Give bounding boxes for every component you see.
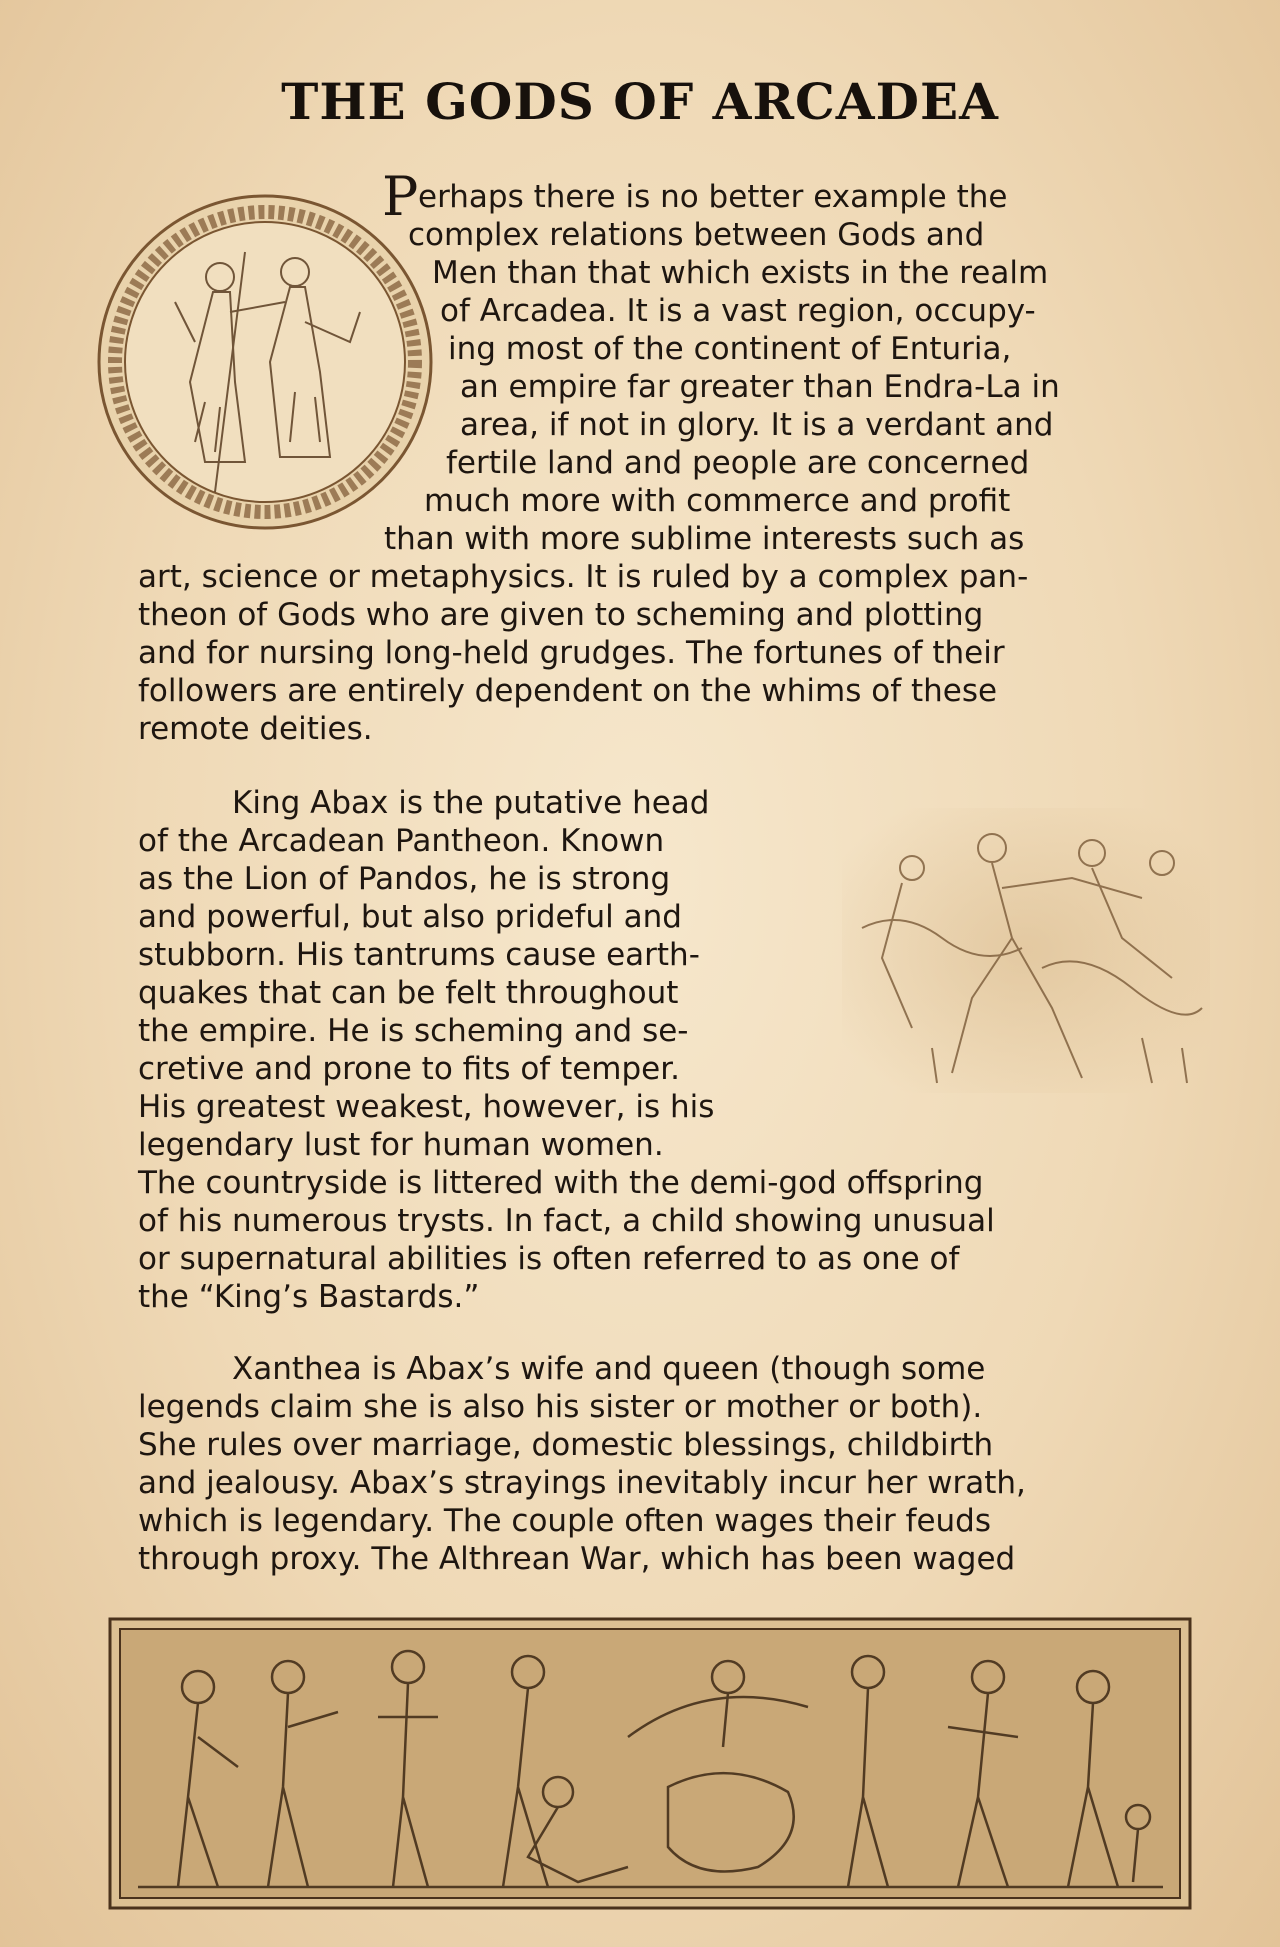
battle-scene-illustration: [842, 808, 1210, 1093]
text-line: as the Lion of Pandos, he is strong: [138, 861, 671, 897]
text-line: She rules over marriage, domestic blessings, childbirth: [138, 1427, 994, 1463]
text-line: area, if not in glory. It is a verdant and: [460, 407, 1054, 443]
text-line: ing most of the continent of Enturia,: [448, 331, 1012, 367]
text-line: of Arcadea. It is a vast region, occupy-: [440, 293, 1036, 329]
medallion-illustration: [95, 192, 435, 532]
text-line: much more with commerce and profit: [424, 483, 1011, 519]
text-line: followers are entirely dependent on the whims of these: [138, 673, 998, 709]
page-title: THE GODS OF ARCADEA: [281, 72, 999, 131]
text-line: legendary lust for human women.: [138, 1127, 664, 1163]
text-line: stubborn. His tantrums cause earth-: [138, 937, 700, 973]
text-line: cretive and prone to fits of temper.: [138, 1051, 681, 1087]
text-line: or supernatural abilities is often referred to as one of: [138, 1241, 960, 1277]
text-line: erhaps there is no better example the: [418, 179, 1008, 215]
text-line: which is legendary. The couple often wages their feuds: [138, 1503, 992, 1539]
text-line: complex relations between Gods and: [408, 217, 985, 253]
text-line: Men than that which exists in the realm: [432, 255, 1049, 291]
text-line: of the Arcadean Pantheon. Known: [138, 823, 665, 859]
text-line: and for nursing long-held grudges. The fortunes of their: [138, 635, 1005, 671]
text-line: King Abax is the putative head: [232, 785, 710, 821]
text-line: fertile land and people are concerned: [446, 445, 1030, 481]
text-line: legends claim she is also his sister or mother or both).: [138, 1389, 983, 1425]
frieze-illustration: [108, 1617, 1192, 1910]
text-line: of his numerous trysts. In fact, a child showing unusual: [138, 1203, 995, 1239]
text-line: remote deities.: [138, 711, 373, 747]
text-line: through proxy. The Althrean War, which has been waged: [138, 1541, 1016, 1577]
text-line: art, science or metaphysics. It is ruled by a complex pan-: [138, 559, 1029, 595]
text-line: and powerful, but also prideful and: [138, 899, 682, 935]
text-line: an empire far greater than Endra-La in: [460, 369, 1060, 405]
text-line: His greatest weakest, however, is his: [138, 1089, 715, 1125]
text-line: Xanthea is Abax’s wife and queen (though some: [232, 1351, 986, 1387]
drop-cap: P: [382, 165, 419, 228]
text-line: The countryside is littered with the demi-god offspring: [138, 1165, 984, 1201]
text-line: theon of Gods who are given to scheming and plotting: [138, 597, 984, 633]
text-line: than with more sublime interests such as: [384, 521, 1025, 557]
text-line: the “King’s Bastards.”: [138, 1279, 480, 1315]
text-line: quakes that can be felt throughout: [138, 975, 679, 1011]
text-line: the empire. He is scheming and se-: [138, 1013, 689, 1049]
text-line: and jealousy. Abax’s strayings inevitably incur her wrath,: [138, 1465, 1026, 1501]
